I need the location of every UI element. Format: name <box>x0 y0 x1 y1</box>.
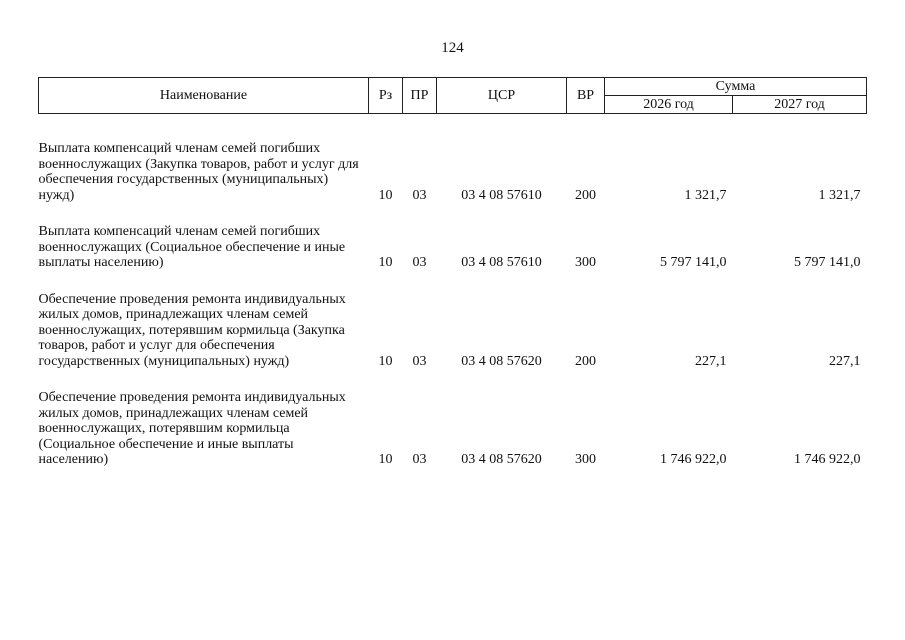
row-pr: 03 <box>412 255 427 270</box>
row-csr: 03 4 08 57620 <box>461 452 542 467</box>
row-name: Обеспечение проведения ремонта индивидуальных жилых домов, принадлежащих членам семей военнослужащих, потерявшим кормильца (Социальное обеспечение и иные выплаты населению) <box>38 390 346 467</box>
table-row <box>39 224 867 271</box>
row-vr: 200 <box>575 187 596 203</box>
row-rz: 10 <box>378 255 393 270</box>
row-pr: 03 <box>412 353 427 369</box>
row-name: Выплата компенсаций членам семей погибших военнослужащих (Закупка товаров, работ и услуг для обеспечения государственных (муниципальных) нужд) <box>38 141 359 203</box>
table-row <box>39 390 867 468</box>
row-name: Выплата компенсаций членам семей погибших военнослужащих (Социальное обеспечение и иные выплаты населению) <box>38 224 346 270</box>
row-sum-2027: 227,1 <box>829 353 861 369</box>
row-sum-2027: 1 321,7 <box>818 187 861 203</box>
header-vr: ВР <box>567 78 605 114</box>
row-rz: 10 <box>378 452 393 467</box>
row-pr: 03 <box>412 452 427 467</box>
header-pr: ПР <box>403 78 437 114</box>
row-vr: 300 <box>575 255 596 270</box>
row-csr: 03 4 08 57610 <box>461 255 542 270</box>
row-vr: 300 <box>575 452 596 467</box>
row-pr: 03 <box>412 187 427 203</box>
row-name: Обеспечение проведения ремонта индивидуальных жилых домов, принадлежащих членам семей военнослужащих, потерявшим кормильца (Закупка товаров, работ и услуг для обеспечения государственных (муниципальных) нужд) <box>38 291 346 369</box>
row-sum-2027: 1 746 922,0 <box>794 452 861 467</box>
table-row <box>39 292 867 370</box>
table-body <box>39 114 867 468</box>
row-vr: 200 <box>575 353 596 369</box>
header-name: Наименование <box>39 78 369 114</box>
row-sum-2026: 1 321,7 <box>684 187 727 203</box>
header-year-2026: 2026 год <box>605 96 733 114</box>
row-sum-2026: 5 797 141,0 <box>660 255 727 270</box>
row-rz: 10 <box>378 187 393 203</box>
row-rz: 10 <box>378 353 393 369</box>
budget-table <box>38 77 867 468</box>
row-sum-2026: 1 746 922,0 <box>660 452 727 467</box>
table-header <box>39 78 867 114</box>
row-sum-2026: 227,1 <box>695 353 727 369</box>
table-row <box>39 141 867 203</box>
header-rz: Рз <box>369 78 403 114</box>
row-csr: 03 4 08 57620 <box>461 353 542 369</box>
header-csr: ЦСР <box>437 78 567 114</box>
row-sum-2027: 5 797 141,0 <box>794 255 861 270</box>
row-csr: 03 4 08 57610 <box>461 187 542 203</box>
page-number: 124 <box>441 40 464 56</box>
header-year-2027: 2027 год <box>733 96 867 114</box>
header-sum: Сумма <box>605 78 867 96</box>
